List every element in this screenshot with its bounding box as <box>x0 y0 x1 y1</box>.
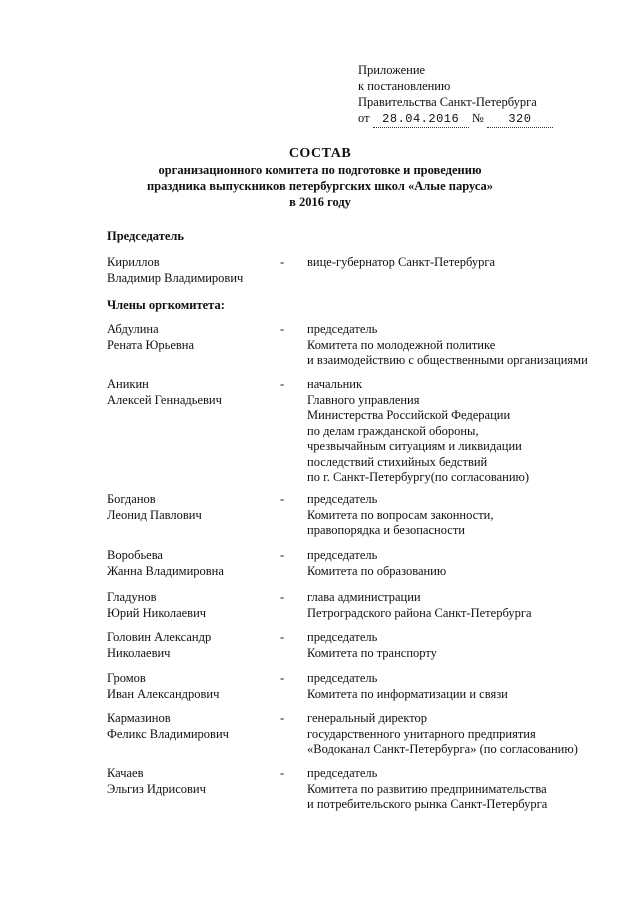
member-role-line: Петроградского района Санкт-Петербурга <box>307 605 532 620</box>
member-name-line: Кириллов <box>107 255 160 269</box>
separator-dash: - <box>280 671 285 685</box>
resolution-date: 28.04.2016 <box>373 111 469 128</box>
member-name <box>107 630 282 661</box>
member-role-line: председатель <box>307 671 378 685</box>
appendix-block <box>358 62 553 128</box>
appendix-line: Приложение <box>358 63 426 77</box>
member-role-line: по делам гражданской обороны, <box>307 423 479 438</box>
member-name-line: Воробьева <box>107 548 163 562</box>
member-role-line: начальник <box>307 377 363 391</box>
member-name <box>107 322 282 353</box>
member-role-line: последствий стихийных бедствий <box>307 454 488 469</box>
chair-section-title: Председатель <box>107 229 185 243</box>
member-role-line: председатель <box>307 630 378 644</box>
separator-dash: - <box>280 548 285 562</box>
member-role-line: по г. Санкт-Петербургу(по согласованию) <box>307 470 530 484</box>
member-role-line: председатель <box>307 492 378 506</box>
member-name-line: Богданов <box>107 492 156 506</box>
member-name <box>107 548 282 579</box>
member-name-line: Аникин <box>107 377 149 391</box>
member-role <box>307 322 627 369</box>
member-name-line: Иван Александрович <box>107 686 220 701</box>
heading-line: праздника выпускников петербургских школ «Алые паруса» <box>146 179 494 193</box>
member-role <box>307 590 627 621</box>
member-name-line: Головин Александр <box>107 630 212 644</box>
document-heading <box>0 146 640 210</box>
member-role-line: Комитета по вопросам законности, <box>307 507 494 522</box>
member-name <box>107 590 282 621</box>
resolution-number: 320 <box>487 111 553 128</box>
member-name-line: Леонид Павлович <box>107 507 202 522</box>
member-role <box>307 255 627 271</box>
member-name-line: Николаевич <box>107 645 171 660</box>
member-name <box>107 492 282 523</box>
member-name-line: Жанна Владимировна <box>107 563 224 578</box>
member-role-line: чрезвычайным ситуациям и ликвидации <box>307 439 522 453</box>
member-role-line: председатель <box>307 548 378 562</box>
document-title: СОСТАВ <box>288 146 352 161</box>
member-role <box>307 711 627 758</box>
members-section-title: Члены оргкомитета: <box>107 298 225 312</box>
member-role <box>307 671 627 702</box>
separator-dash: - <box>280 322 285 336</box>
member-role-line: председатель <box>307 766 378 780</box>
member-name-line: Качаев <box>107 766 144 780</box>
separator-dash: - <box>280 766 285 780</box>
member-role-line: правопорядка и безопасности <box>307 523 465 537</box>
member-name-line: Эльгиз Идрисович <box>107 781 206 796</box>
appendix-date-line <box>358 110 553 128</box>
separator-dash: - <box>280 590 285 604</box>
member-role-line: и взаимодействию с общественными организациями <box>307 353 588 367</box>
member-role <box>307 492 627 539</box>
date-prefix: от <box>358 111 370 125</box>
member-name-line: Абдулина <box>107 322 159 336</box>
heading-line: в 2016 году <box>289 195 351 209</box>
member-name-line: Кармазинов <box>107 711 171 725</box>
member-name <box>107 671 282 702</box>
separator-dash: - <box>280 255 285 269</box>
separator-dash: - <box>280 630 285 644</box>
member-role-line: Комитета по развитию предпринимательства <box>307 781 547 796</box>
member-role-line: Комитета по молодежной политике <box>307 337 496 352</box>
member-role-line: Главного управления <box>307 392 420 407</box>
member-name <box>107 377 282 408</box>
number-sign: № <box>471 111 484 125</box>
member-name <box>107 711 282 742</box>
member-role <box>307 377 627 486</box>
member-role-line: председатель <box>307 322 378 336</box>
separator-dash: - <box>280 711 285 725</box>
member-role <box>307 766 627 813</box>
member-name-line: Юрий Николаевич <box>107 605 207 620</box>
member-name <box>107 255 282 286</box>
member-role <box>307 548 627 579</box>
member-role-line: Комитета по информатизации и связи <box>307 686 508 701</box>
member-role-line: и потребительского рынка Санкт-Петербурга <box>307 797 548 811</box>
member-name-line: Феликс Владимирович <box>107 726 229 741</box>
separator-dash: - <box>280 377 285 391</box>
member-name <box>107 766 282 797</box>
member-role-line: вице-губернатор Санкт-Петербурга <box>307 255 496 269</box>
member-name-line: Громов <box>107 671 146 685</box>
member-role-line: глава администрации <box>307 590 421 604</box>
member-name-line: Алексей Геннадьевич <box>107 392 222 407</box>
heading-line: организационного комитета по подготовке и проведению <box>158 163 482 177</box>
member-role-line: «Водоканал Санкт-Петербурга» (по согласованию) <box>307 742 578 756</box>
member-name-line: Рената Юрьевна <box>107 337 195 352</box>
member-role-line: Комитета по транспорту <box>307 645 437 660</box>
member-role-line: генеральный директор <box>307 711 428 725</box>
appendix-line: Правительства Санкт-Петербурга <box>358 95 537 109</box>
member-name-line: Гладунов <box>107 590 157 604</box>
separator-dash: - <box>280 492 285 506</box>
member-role-line: государственного унитарного предприятия <box>307 726 536 741</box>
member-role <box>307 630 627 661</box>
member-role-line: Комитета по образованию <box>307 563 447 578</box>
member-role-line: Министерства Российской Федерации <box>307 408 511 422</box>
appendix-line: к постановлению <box>358 79 451 93</box>
member-name-line: Владимир Владимирович <box>107 270 244 285</box>
